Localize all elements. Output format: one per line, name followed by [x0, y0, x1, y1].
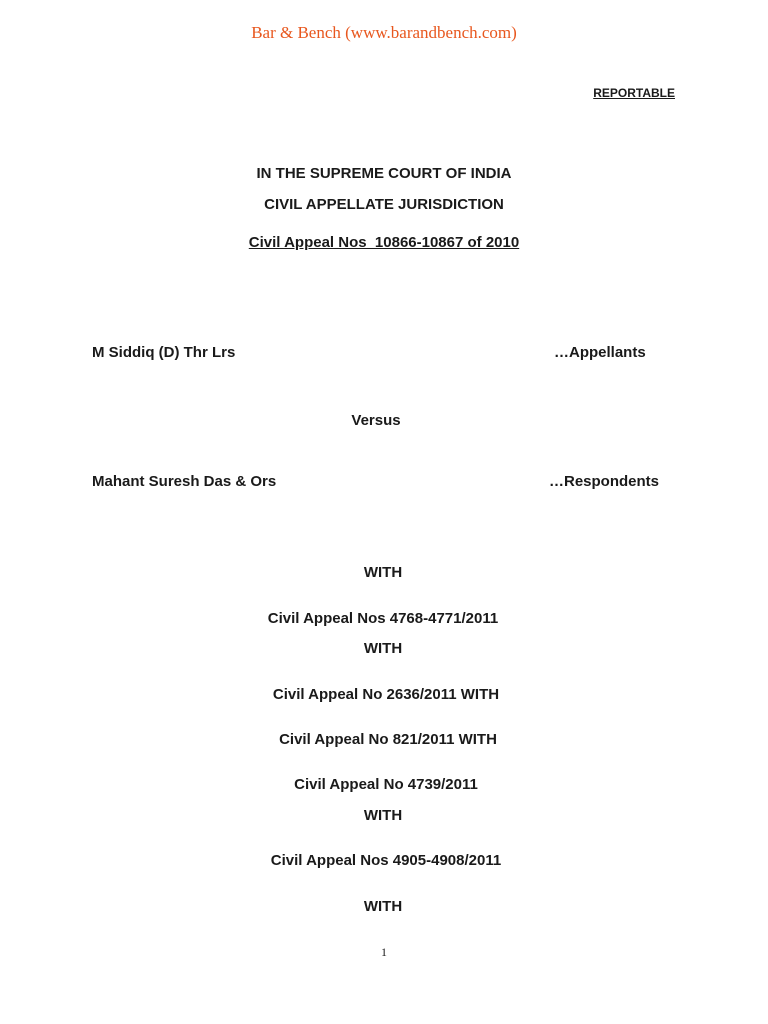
- versus-label: Versus: [351, 412, 401, 429]
- respondent-name: Mahant Suresh Das & Ors: [92, 473, 277, 490]
- appeal-line: Civil Appeal Nos 4905-4908/2011: [270, 852, 502, 869]
- page-number: 1: [381, 945, 387, 959]
- respondent-role: …Respondents: [549, 473, 660, 490]
- source-header: Bar & Bench (www.barandbench.com): [251, 23, 517, 42]
- court-title: IN THE SUPREME COURT OF INDIA: [256, 165, 512, 182]
- appeal-line: Civil Appeal No 4739/2011: [294, 776, 478, 793]
- appeal-line: Civil Appeal No 821/2011 WITH: [279, 731, 497, 748]
- appeal-line: Civil Appeal Nos 4768-4771/2011: [267, 610, 499, 627]
- case-number: Civil Appeal Nos 10866-10867 of 2010: [248, 234, 520, 251]
- appellant-role: …Appellants: [554, 344, 646, 361]
- with-line: WITH: [363, 564, 403, 581]
- jurisdiction-title: CIVIL APPELLATE JURISDICTION: [264, 196, 504, 213]
- reportable-label: REPORTABLE: [593, 86, 675, 100]
- with-line: WITH: [363, 807, 403, 824]
- with-line: WITH: [363, 640, 403, 657]
- appeal-line: Civil Appeal No 2636/2011 WITH: [272, 686, 500, 703]
- with-line: WITH: [363, 898, 403, 915]
- appellant-name: M Siddiq (D) Thr Lrs: [92, 344, 236, 361]
